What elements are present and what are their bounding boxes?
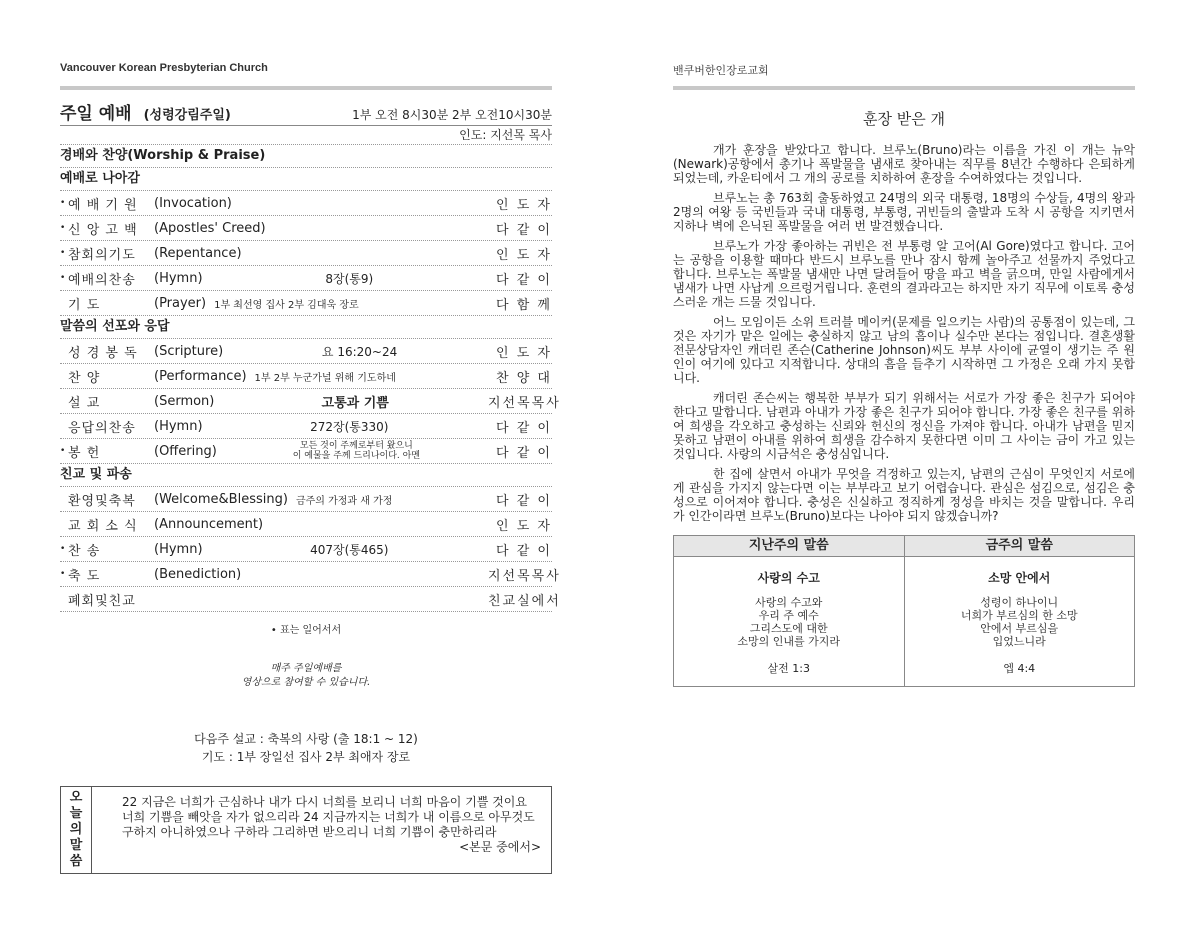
article-paragraph: 어느 모임이든 소위 트러블 메이커(문제를 일으키는 사람)의 공통점이 있는데, 그것은 자기가 맡은 일에는 충실하지 않고 남의 흠이나 실수만 본다는 점입니다. 결혼생활 전문상담자인 캐더린 존슨(Catherine Johnson)씨도 부부 사이에 균열이 생기는 주 원인이 여기에 있다고 지적합니다. 상대의 흠을 들추기 시작하면 그 가정은 오래 가지 못합니다. <box>673 315 1135 385</box>
item-detail: 요 16:20~24 <box>321 344 398 359</box>
item-name: 축 도 <box>68 568 101 584</box>
standing-mark: • <box>60 248 66 258</box>
item-detail-line2: 이 예물을 주께 드리나이다. 아멘 <box>292 451 421 461</box>
item-leader: 다 같 이 <box>496 543 552 559</box>
verse-body: 22 지금은 너희가 근심하나 내가 다시 너희를 보리니 너희 마음이 기쁠 것이요 너희 기쁨을 빼앗을 자가 없으리라 24 지금까지는 너희가 내 이름으로 아무것도 구하지 아니하였으나 구하라 그리하면 받으리니 너희 기쁨이 충만하리라 <box>122 795 535 839</box>
header-rule-right <box>673 86 1135 90</box>
item-name: 폐회및친교 <box>68 593 136 609</box>
verse-label-char: 오 <box>69 790 83 805</box>
last-week-lines <box>737 596 840 648</box>
last-week-header: 지난주의 말씀 <box>674 536 904 557</box>
item-name: 예 배 기 원 <box>68 197 138 213</box>
scripture-line: 너희가 부르심의 한 소망 <box>960 609 1078 622</box>
order-row <box>60 339 552 364</box>
scripture-line: 그리스도에 대한 <box>749 622 828 635</box>
item-leader: 다 같 이 <box>496 445 552 461</box>
section-title: 예배로 나아감 <box>60 168 552 191</box>
order-sections <box>60 168 561 612</box>
service-subtitle: (성령강림주일) <box>143 108 231 123</box>
last-week-title: 사랑의 수고 <box>757 571 820 585</box>
todays-verse-label <box>61 787 92 873</box>
article-paragraph: 브루노는 총 763회 출동하였고 24명의 외국 대통령, 18명의 수상들, 4명의 왕과 2명의 여왕 등 국빈들과 국내 대통령, 부통령, 귀빈들의 출발과 도착 시 공항을 지키면서 지하나 벽에 은닉된 폭발물을 여러 번 발견했습니다. <box>673 191 1135 233</box>
item-name: 환영및축복 <box>68 493 136 509</box>
order-row <box>60 537 552 562</box>
scripture-line: 사랑의 수고와 <box>755 596 823 609</box>
verse-label-char: 늘 <box>69 806 83 821</box>
item-name: 설 교 <box>68 395 101 411</box>
item-english: (Prayer) <box>154 295 207 311</box>
video-notice-line1: 매주 주일예배를 <box>270 663 342 674</box>
item-english: (Hymn) <box>154 270 203 286</box>
order-row <box>60 191 552 216</box>
item-leader: 찬 양 대 <box>496 370 552 386</box>
item-leader: 다 같 이 <box>496 420 552 436</box>
item-english: (Benediction) <box>154 566 242 582</box>
item-leader: 인 도 자 <box>496 197 552 213</box>
order-row <box>60 241 552 266</box>
item-english: (Hymn) <box>154 541 203 557</box>
item-name: 예배의찬송 <box>68 272 136 288</box>
church-name-korean: 밴쿠버한인장로교회 <box>673 64 769 77</box>
scripture-line: 안에서 부르심을 <box>980 622 1059 635</box>
item-detail <box>225 441 488 461</box>
item-detail: 8장(통9) <box>325 271 374 286</box>
scripture-line: 성령이 하나이니 <box>980 596 1059 609</box>
item-english: (Repentance) <box>154 245 242 261</box>
order-row <box>60 389 561 414</box>
item-name: 기 도 <box>68 297 101 313</box>
order-row <box>60 414 552 439</box>
article-title: 훈장 받은 개 <box>863 110 945 128</box>
section-title: 친교 및 파송 <box>60 464 552 487</box>
item-name: 봉 헌 <box>68 445 101 461</box>
item-name: 교 회 소 식 <box>68 518 138 534</box>
verse-label-char: 씀 <box>69 854 83 869</box>
item-leader: 다 같 이 <box>496 272 552 288</box>
item-detail-line1: 모든 것이 주께로부터 왔으니 <box>299 441 413 451</box>
item-english: (Invocation) <box>154 195 232 211</box>
todays-verse-box <box>60 786 552 874</box>
item-english: (Offering) <box>154 443 217 459</box>
item-english: (Welcome&Blessing) <box>154 491 288 507</box>
item-leader: 인 도 자 <box>496 345 552 361</box>
this-week-lines <box>961 596 1078 648</box>
item-english: (Hymn) <box>154 418 203 434</box>
service-header <box>60 99 552 126</box>
item-detail: 1부 2부 누군가널 위해 기도하네 <box>254 372 396 384</box>
service-leader: 인도: 지선목 목사 <box>60 126 552 145</box>
article-paragraph: 브루노가 가장 좋아하는 귀빈은 전 부통령 알 고어(Al Gore)였다고 합니다. 고어는 공항을 이용할 때마다 반드시 브루노를 만나 잠시 함께 놀아주고 선물까지 주었다고 합니다. 브루노는 폭발물 냄새만 나면 달려들어 땅을 파고 벽을 긁으며, 만일 사람에게서 냄새가 나면 사납게 으르렁거립니다. 훈련의 결과라고는 하지만 자기 직무에 이토록 충성스러운 개는 드물 것입니다. <box>673 239 1135 309</box>
standing-mark: • <box>60 569 66 579</box>
scripture-boxes <box>673 535 1135 687</box>
item-leader: 인 도 자 <box>496 518 552 534</box>
item-leader: 친교실에서 <box>488 593 561 609</box>
item-english: (Performance) <box>154 368 247 384</box>
item-detail: 금주의 가정과 새 가정 <box>295 495 393 507</box>
order-row <box>60 266 552 291</box>
order-row <box>60 439 552 464</box>
item-english: (Apostles' Creed) <box>154 220 266 236</box>
next-sermon: 다음주 설교 : 축복의 사랑 (출 18:1 ~ 12) <box>194 732 418 746</box>
column-page <box>673 62 1135 687</box>
scripture-line: 소망의 인내를 가지라 <box>737 635 841 648</box>
order-of-worship-page <box>60 62 561 874</box>
this-week-verse <box>904 536 1135 686</box>
video-notice-line2: 영상으로 참여할 수 있습니다. <box>241 677 371 688</box>
item-detail: 272장(통330) <box>310 419 389 434</box>
this-week-header: 금주의 말씀 <box>905 536 1135 557</box>
order-row <box>60 487 552 512</box>
order-row <box>60 364 552 389</box>
service-title: 주일 예배 <box>60 104 132 124</box>
item-leader: 다 같 이 <box>496 222 552 238</box>
item-name: 참회의기도 <box>68 247 136 263</box>
scripture-line: 우리 주 예수 <box>758 609 819 622</box>
item-english: (Sermon) <box>154 393 215 409</box>
next-prayer: 기도 : 1부 장일선 집사 2부 최애자 장로 <box>201 750 411 764</box>
article-paragraph: 개가 훈장을 받았다고 합니다. 브루노(Bruno)라는 이름을 가진 이 개는 뉴악(Newark)공항에서 총기나 폭발물을 냄새로 찾아내는 직무를 8년간 수행하다 은퇴하게 되었는데, 카운티에서 그 개의 공로를 치하하여 훈장을 수여하였다는 것입니다. <box>673 143 1135 185</box>
item-name: 응답의찬송 <box>68 420 136 436</box>
todays-verse-text <box>92 787 551 873</box>
item-leader: 지선목목사 <box>488 395 561 411</box>
verse-label-char: 말 <box>69 838 83 853</box>
item-detail: 1부 최선영 집사 2부 김대욱 장로 <box>214 299 359 311</box>
standing-mark: • <box>60 223 66 233</box>
item-name: 성 경 봉 독 <box>68 345 138 361</box>
header-rule <box>60 86 552 90</box>
item-english: (Scripture) <box>154 343 224 359</box>
verse-source: <본문 중에서> <box>459 840 541 854</box>
standing-note: • 표는 일어서서 <box>270 625 342 636</box>
order-row <box>60 562 561 587</box>
last-week-verse <box>674 536 904 686</box>
verse-label-char: 의 <box>69 822 83 837</box>
standing-mark: • <box>60 446 66 456</box>
item-name: 신 앙 고 백 <box>68 222 138 238</box>
article-paragraph: 캐더린 존슨씨는 행복한 부부가 되기 위해서는 서로가 가장 좋은 친구가 되어야 한다고 말합니다. 남편과 아내가 가장 좋은 친구가 되어야 합니다. 가장 좋은 친구를 위하여 희생을 각오하고 충성하는 신뢰와 헌신의 정신을 가져야 합니다. 아내가 남편을 믿지 못하고 남편이 아내를 위하여 희생을 감수하지 못한다면 이미 그 사이는 금이 가고 있는 것입니다. 사랑의 시금석은 충성심입니다. <box>673 391 1135 461</box>
standing-mark: • <box>60 198 66 208</box>
item-name: 찬 양 <box>68 370 101 386</box>
standing-mark: • <box>60 544 66 554</box>
item-name: 찬 송 <box>68 543 101 559</box>
worship-praise-heading: 경배와 찬양(Worship & Praise) <box>60 145 552 168</box>
item-detail: 고통과 기쁨 <box>321 395 389 411</box>
article-paragraph: 한 집에 살면서 아내가 무엇을 걱정하고 있는지, 남편의 근심이 무엇인지 서로에게 관심을 가지지 않는다면 이는 부부라고 보기 어렵습니다. 관심은 섬김으로, 섬김은 충성으로 이어져야 합니다. 충성은 신실하고 정직하게 정성을 바치는 것을 말합니다. 우리가 인간이라면 브루노(Bruno)보다는 나아야 되지 않겠습니까? <box>673 467 1135 523</box>
item-leader: 다 함 께 <box>496 297 552 313</box>
item-leader: 인 도 자 <box>496 247 552 263</box>
next-week-info <box>60 730 552 766</box>
service-times: 1부 오전 8시30분 2부 오전10시30분 <box>352 108 552 122</box>
item-detail: 407장(통465) <box>310 542 389 557</box>
item-leader: 지선목목사 <box>488 568 561 584</box>
standing-mark: • <box>60 273 66 283</box>
this-week-ref: 엡 4:4 <box>1003 662 1036 675</box>
item-english: (Announcement) <box>154 516 264 532</box>
order-row <box>60 587 561 612</box>
section-title: 말씀의 선포와 응답 <box>60 316 552 339</box>
item-leader: 다 같 이 <box>496 493 552 509</box>
scripture-line: 입었느니라 <box>992 635 1046 648</box>
article-body <box>673 143 1135 523</box>
last-week-ref: 살전 1:3 <box>767 662 810 675</box>
order-row <box>60 216 552 241</box>
video-notice <box>60 662 552 690</box>
order-row <box>60 512 552 537</box>
this-week-title: 소망 안에서 <box>988 571 1051 585</box>
order-row <box>60 291 552 316</box>
church-name-english: Vancouver Korean Presbyterian Church <box>60 62 268 74</box>
